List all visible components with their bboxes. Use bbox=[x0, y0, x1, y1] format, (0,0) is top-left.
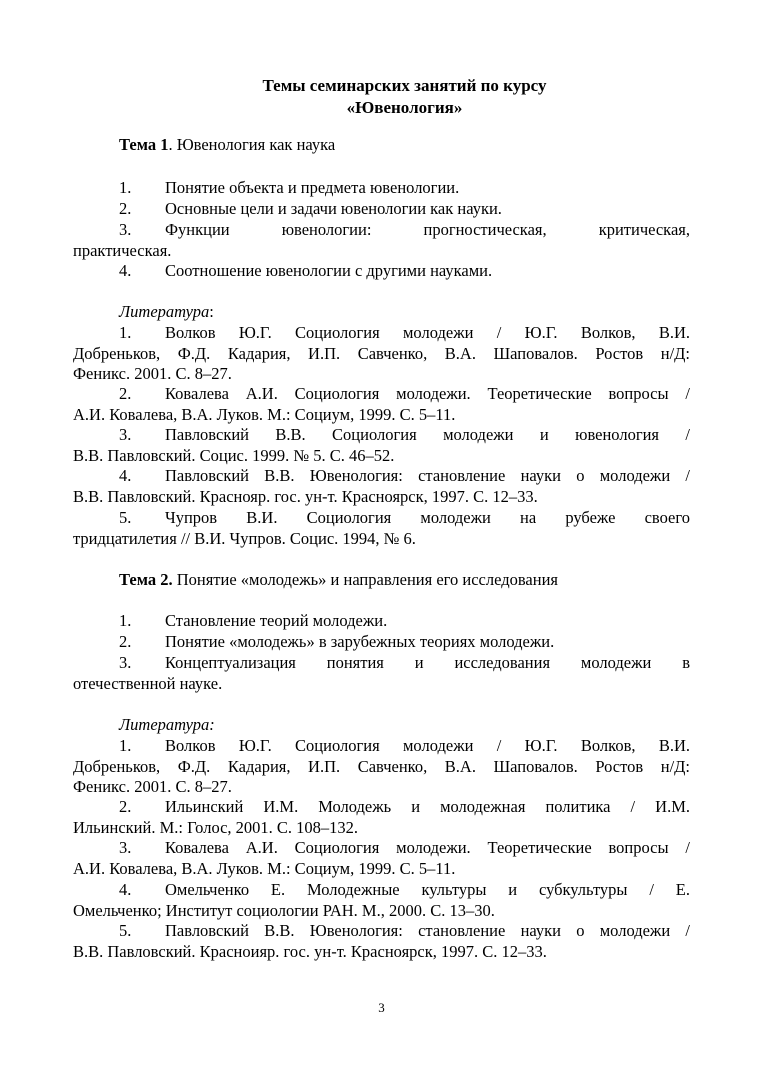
topic-2-lit-1: 1. Волков Ю.Г. Социология молодежи / Ю.Г. Волков, В.И. Добреньков, Ф.Д. Кадария, И.П. Савченко, В.А. Шаповалов. Ростов н/Д: Феникс. 2001. С. 8–27. bbox=[73, 736, 690, 796]
topic-2-lit-4: 4. Омельченко Е. Молодежные культуры и субкультуры / Е. Омельченко; Институт социологии РАН. М., 2000. С. 13–30. bbox=[73, 880, 690, 920]
topic-1-label: Тема 1 bbox=[119, 135, 169, 154]
topic-2-label: Тема 2. bbox=[119, 570, 173, 589]
topic-1-literature-label: Литература: bbox=[119, 302, 214, 321]
topic-1-question-1: 1. Понятие объекта и предмета ювенологии. bbox=[119, 178, 460, 197]
topic-1-lit-5: 5. Чупров В.И. Социология молодежи на рубеже своего тридцатилетия // В.И. Чупров. Социс. 1994, № 6. bbox=[73, 508, 690, 548]
topic-1-question-3: 3. Функции ювенологии: прогностическая, критическая, практическая. bbox=[73, 220, 690, 260]
topic-2-question-2: 2. Понятие «молодежь» в зарубежных теориях молодежи. bbox=[119, 632, 555, 651]
topic-1-lit-3: 3. Павловский В.В. Социология молодежи и ювенология / В.В. Павловский. Социс. 1999. № 5. С. 46–52. bbox=[73, 425, 690, 465]
title-line-1: Темы семинарских занятий по курсу bbox=[262, 76, 547, 95]
topic-1-lit-1: 1. Волков Ю.Г. Социология молодежи / Ю.Г. Волков, В.И. Добреньков, Ф.Д. Кадария, И.П. Савченко, В.А. Шаповалов. Ростов н/Д: Феникс. 2001. С. 8–27. bbox=[73, 323, 690, 383]
topic-1-lit-4: 4. Павловский В.В. Ювенология: становление науки о молодежи / В.В. Павловский. Краснояр. гос. ун-т. Красноярск, 1997. С. 12–33. bbox=[73, 466, 690, 506]
page-title bbox=[0, 75, 763, 119]
topic-2-heading bbox=[119, 570, 558, 590]
topic-1-title: . Ювенология как наука bbox=[168, 135, 336, 154]
page-number: 3 bbox=[378, 1000, 385, 1015]
topic-2-lit-5: 5. Павловский В.В. Ювенология: становление науки о молодежи / В.В. Павловский. Красноияр. гос. ун-т. Красноярск, 1997. С. 12–33. bbox=[73, 921, 690, 961]
topic-2-lit-3: 3. Ковалева А.И. Социология молодежи. Теоретические вопросы / А.И. Ковалева, В.А. Луков. М.: Социум, 1999. С. 5–11. bbox=[73, 838, 690, 878]
topic-2-lit-2: 2. Ильинский И.М. Молодежь и молодежная политика / И.М. Ильинский. М.: Голос, 2001. С. 108–132. bbox=[73, 797, 690, 837]
topic-1-lit-2: 2. Ковалева А.И. Социология молодежи. Теоретические вопросы / А.И. Ковалева, В.А. Луков. М.: Социум, 1999. С. 5–11. bbox=[73, 384, 690, 424]
topic-2-title: Понятие «молодежь» и направления его исследования bbox=[172, 570, 558, 589]
topic-1-question-2: 2. Основные цели и задачи ювенологии как науки. bbox=[119, 199, 502, 218]
topic-2-question-1: 1. Становление теорий молодежи. bbox=[119, 611, 388, 630]
topic-2-question-3: 3. Концептуализация понятия и исследования молодежи в отечественной науке. bbox=[73, 653, 690, 693]
topic-2-literature-label: Литература: bbox=[119, 715, 215, 734]
topic-1-heading bbox=[119, 135, 335, 155]
title-line-2: «Ювенология» bbox=[346, 98, 463, 117]
topic-1-question-4: 4. Соотношение ювенологии с другими науками. bbox=[119, 261, 493, 280]
